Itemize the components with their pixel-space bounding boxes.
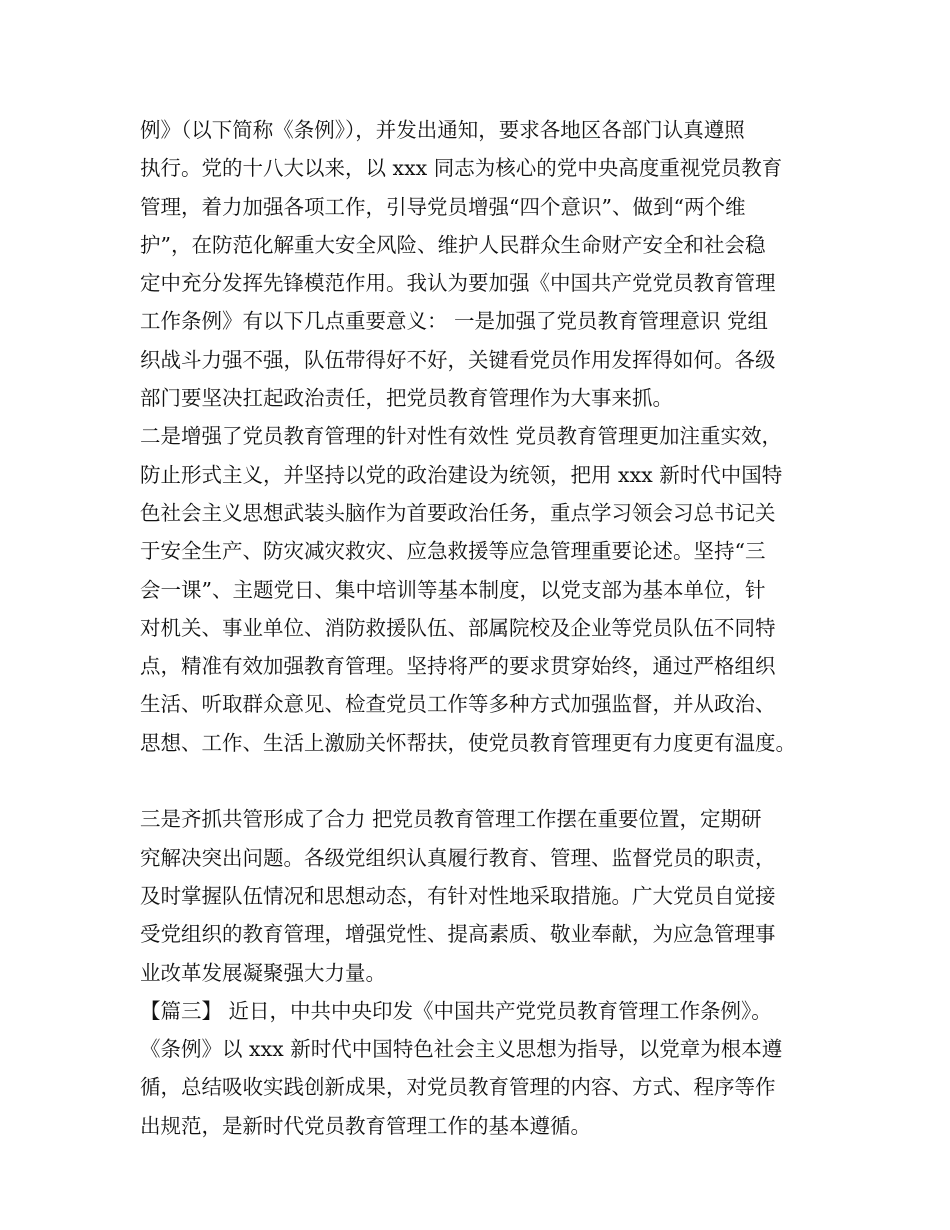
text-line: 织战斗力强不强，队伍带得好不好，关键看党员作用发挥得如何。各级 [140, 347, 776, 372]
text-line: 【篇三】 近日，中共中央印发《中国共产党党员教育管理工作条例》。 [140, 998, 772, 1023]
text-line: 会一课”、主题党日、集中培训等基本制度，以党支部为基本单位，针 [140, 577, 766, 602]
text-line: 业改革发展凝聚强大力量。 [140, 960, 386, 985]
text-line: 思想、工作、生活上激励关怀帮扶，使党员教育管理更有力度更有温度。 [140, 730, 796, 755]
text-line: 工作条例》有以下几点重要意义： 一是加强了党员教育管理意识 党组 [140, 309, 769, 334]
text-line: 护”，在防范化解重大安全风险、维护人民群众生命财产安全和社会稳 [140, 232, 766, 257]
text-line: 究解决突出问题。各级党组织认真履行教育、管理、监督党员的职责， [140, 845, 776, 870]
text-line: 色社会主义思想武装头脑作为首要政治任务，重点学习领会习总书记关 [140, 500, 776, 525]
text-line: 受党组织的教育管理，增强党性、提高素质、敬业奉献，为应急管理事 [140, 922, 776, 947]
text-line: 定中充分发挥先锋模范作用。我认为要加强《中国共产党党员教育管理 [140, 271, 776, 296]
text-line: 对机关、事业单位、消防救援队伍、部属院校及企业等党员队伍不同特 [140, 615, 776, 640]
text-line: 《条例》以 xxx 新时代中国特色社会主义思想为指导，以党章为根本遵 [140, 1037, 783, 1062]
text-line: 二是增强了党员教育管理的针对性有效性 党员教育管理更加注重实效， [140, 424, 783, 449]
text-line: 执行。党的十八大以来，以 xxx 同志为核心的党中央高度重视党员教育 [140, 156, 783, 181]
text-line: 防止形式主义，并坚持以党的政治建设为统领，把用 xxx 新时代中国特 [140, 462, 783, 487]
paragraph-spacer [140, 762, 830, 800]
text-line: 部门要坚决扛起政治责任，把党员教育管理作为大事来抓。 [140, 386, 673, 411]
text-line: 循，总结吸收实践创新成果，对党员教育管理的内容、方式、程序等作 [140, 1075, 776, 1100]
document-body [140, 111, 830, 1145]
text-line: 于安全生产、防灾减灾救灾、应急救援等应急管理重要论述。坚持“三 [140, 539, 766, 564]
text-line: 点，精准有效加强教育管理。坚持将严的要求贯穿始终，通过严格组织 [140, 654, 776, 679]
text-line: 出规范，是新时代党员教育管理工作的基本遵循。 [140, 1113, 591, 1138]
text-line: 管理，着力加强各项工作，引导党员增强“四个意识”、做到“两个维 [140, 194, 746, 219]
text-line: 三是齐抓共管形成了合力 把党员教育管理工作摆在重要位置，定期研 [140, 807, 762, 832]
text-line: 例》（以下简称《条例》），并发出通知，要求各地区各部门认真遵照 [140, 118, 745, 142]
text-line: 生活、听取群众意见、检查党员工作等多种方式加强监督，并从政治、 [140, 692, 776, 717]
text-line: 及时掌握队伍情况和思想动态，有针对性地采取措施。广大党员自觉接 [140, 883, 776, 908]
